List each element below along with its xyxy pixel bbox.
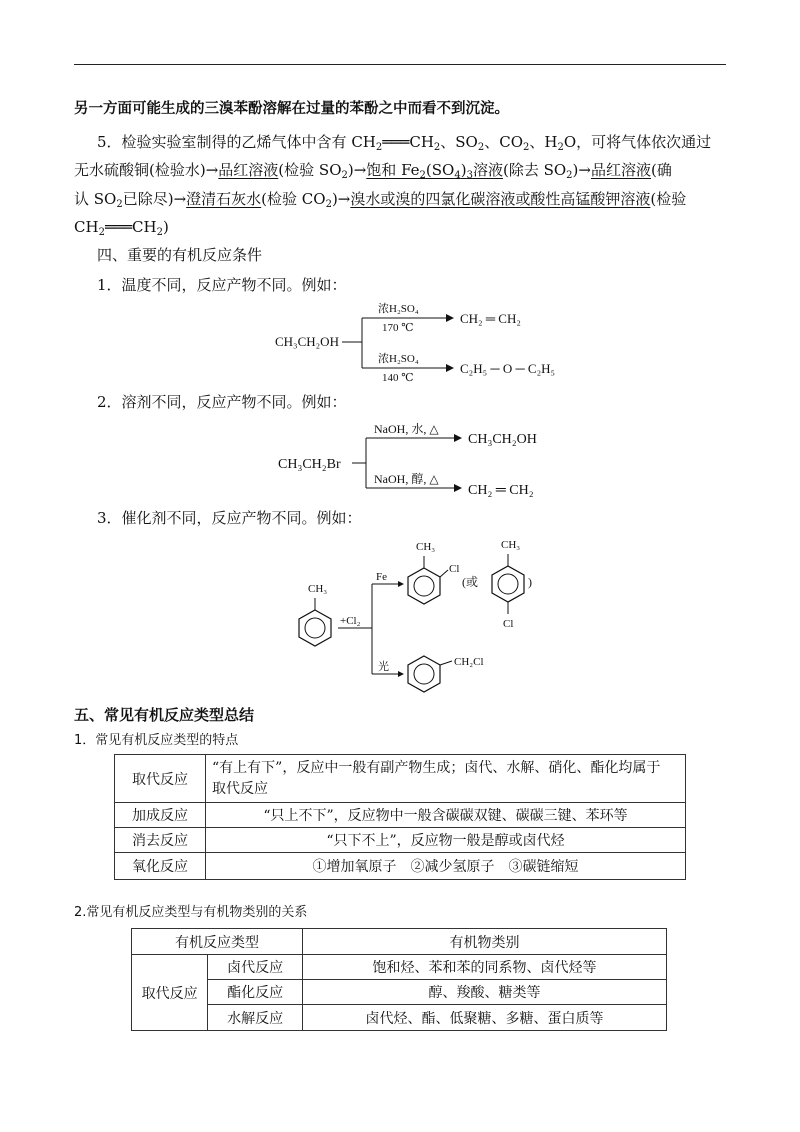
reaction-catalyst [280,534,540,694]
item5-line1: 5．检验实验室制得的乙烯气体中含有 $CH_2═══CH_2$、$SO_2$、$CO_2$、$H_2O$，可将气体依次通过 [97,133,712,153]
reaction-temperature [270,298,570,384]
or-label: (或 [462,575,478,589]
rxn1-bottom-reagent: 浓H₂SO₄ [378,353,419,365]
section4-item3: 3．催化剂不同，反应产物不同。例如： [97,509,362,527]
table1-desc: ①增加氧原子 ②减少氢原子 ③碳链缩短 [206,853,686,880]
product-ether: C₂H₅ ─ O ─ C₂H₅ [460,361,556,376]
section5-title: 五、常见有机反应类型总结 [74,706,255,724]
para-chlorine: Cl [503,618,514,630]
table2-sub: 卤代反应 [208,955,303,980]
header-rule [74,64,726,65]
section4-item2: 2．溶剂不同，反应产物不同。例如： [97,393,347,411]
section5-sub1: 1．常见有机反应类型的特点 [74,733,239,748]
table-row [115,803,686,828]
table1-type: 加成反应 [115,803,206,828]
ortho-methyl: CH₃ [416,541,436,553]
reagent-chlorine: +Cl₂ [340,615,361,627]
reaction-solvent [270,418,570,500]
intro-line: 另一方面可能生成的三溴苯酚溶解在过量的苯酚之中而看不到沉淀。 [74,101,509,117]
item5-line2: 无水硫酸铜(检验水)→品红溶液(检验 $SO_2)\to$饱和 $Fe_2(SO_4)_3$溶液(除去 $SO_2)\to$品红溶液(确 [74,161,672,181]
table1-desc: “只上不下”，反应物中一般含碳碳双键、碳碳三键、苯环等 [206,803,686,828]
section4-item1: 1．温度不同，反应产物不同。例如： [97,276,347,294]
reactant-ethanol: CH₃CH₂OH [275,334,339,349]
catalyst-fe: Fe [376,571,387,583]
section4-title: 四、重要的有机反应条件 [97,246,263,264]
table-row [115,853,686,880]
table-header-row [132,929,667,955]
rxn1-top-condition: 170 ℃ [382,322,414,334]
table2-head-type: 有机反应类型 [132,929,303,955]
benzyl-chloride: CH₂Cl [454,656,484,668]
ortho-chlorine: Cl [449,563,460,575]
table-row [132,1005,667,1031]
reactant-bromoethane: CH₃CH₂Br [278,457,341,472]
table2-class: 卤代烃、酯、低聚糖、多糖、蛋白质等 [303,1005,667,1031]
benzene-ring-ortho [408,568,440,604]
reaction-class-table [131,928,667,1031]
table2-head-class: 有机物类别 [303,929,667,955]
table-row [115,828,686,853]
table2-sub: 酯化反应 [208,980,303,1005]
reaction-types-table [114,754,686,880]
table1-desc: “只下不上”，反应物一般是醇或卤代烃 [206,828,686,853]
table-row [132,955,667,980]
product-ethanol: CH₃CH₂OH [468,432,537,447]
rxn1-top-reagent: 浓H₂SO₄ [378,303,419,315]
table1-desc: “有上有下”，反应中一般有副产物生成；卤代、水解、硝化、酯化均属于 取代反应 [206,755,686,803]
benzene-ring-para [492,566,524,602]
table-row [132,980,667,1005]
toluene-methyl: CH₃ [308,583,328,595]
table2-class: 醇、羧酸、糖类等 [303,980,667,1005]
table1-type: 取代反应 [115,755,206,803]
section5-sub2: 2.常见有机反应类型与有机物类别的关系 [74,905,308,920]
item5-line4: $CH_2═══CH_2$) [74,218,169,238]
product-ethylene-2: CH₂ ═ CH₂ [468,483,534,498]
benzene-ring-benzyl [408,656,440,692]
table-row [115,755,686,803]
rxn2-bottom-condition: NaOH, 醇, △ [374,472,439,486]
rxn1-bottom-condition: 140 ℃ [382,372,414,384]
table1-type: 氧化反应 [115,853,206,880]
condition-light: 光 [378,661,389,673]
item5-line3: 认 $SO_2$已除尽)→澄清石灰水(检验 $CO_2)\to$溴水或溴的四氯化碳溶液或酸性高锰酸钾溶液(检验 [74,190,687,210]
table2-group: 取代反应 [132,955,208,1031]
close-paren: ) [528,575,532,589]
table2-sub: 水解反应 [208,1005,303,1031]
table1-type: 消去反应 [115,828,206,853]
rxn2-top-condition: NaOH, 水, △ [374,422,439,436]
product-ethylene: CH₂ ═ CH₂ [460,311,521,326]
table2-class: 饱和烃、苯和苯的同系物、卤代烃等 [303,955,667,980]
para-methyl: CH₃ [501,539,521,551]
aromatic-circle [305,618,325,638]
benzene-ring-toluene [299,610,331,646]
